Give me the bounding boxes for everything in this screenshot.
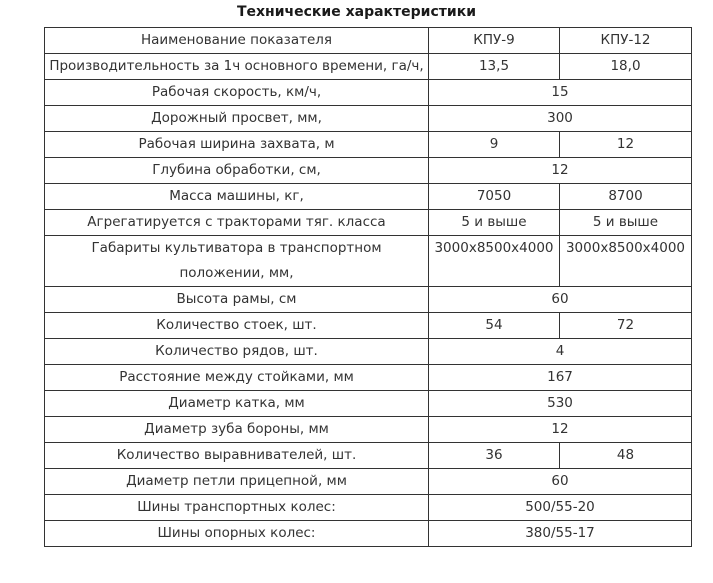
row-value-kpu12: 8700 bbox=[560, 184, 692, 210]
row-name: Шины опорных колес: bbox=[45, 521, 429, 547]
table-row bbox=[45, 80, 692, 106]
row-name: Производительность за 1ч основного времени, га/ч, bbox=[45, 54, 429, 80]
row-name: Глубина обработки, см, bbox=[45, 158, 429, 184]
table-title: Технические характеристики bbox=[236, 4, 477, 20]
table-row bbox=[45, 417, 692, 443]
table-row bbox=[45, 54, 692, 80]
row-name: Высота рамы, см bbox=[45, 287, 429, 313]
row-value-kpu9: 3000x8500x4000 bbox=[429, 236, 560, 287]
row-value-kpu12: 5 и выше bbox=[560, 210, 692, 236]
header-name: Наименование показателя bbox=[45, 28, 429, 54]
header-kpu12: КПУ-12 bbox=[560, 28, 692, 54]
table-row bbox=[45, 339, 692, 365]
row-value-kpu12: 12 bbox=[560, 132, 692, 158]
row-name: Диаметр катка, мм bbox=[45, 391, 429, 417]
table-row bbox=[45, 184, 692, 210]
table-row bbox=[45, 236, 692, 287]
table-row bbox=[45, 521, 692, 547]
row-value-common: 60 bbox=[429, 469, 692, 495]
row-value-common: 60 bbox=[429, 287, 692, 313]
specs-table bbox=[44, 27, 692, 547]
table-row bbox=[45, 210, 692, 236]
row-value-common: 15 bbox=[429, 80, 692, 106]
row-value-common: 530 bbox=[429, 391, 692, 417]
row-name: Агрегатируется с тракторами тяг. класса bbox=[45, 210, 429, 236]
table-row bbox=[45, 495, 692, 521]
row-value-common: 300 bbox=[429, 106, 692, 132]
table-row bbox=[45, 443, 692, 469]
row-value-kpu9: 5 и выше bbox=[429, 210, 560, 236]
row-name: Расстояние между стойками, мм bbox=[45, 365, 429, 391]
row-value-kpu9: 54 bbox=[429, 313, 560, 339]
row-value-common: 4 bbox=[429, 339, 692, 365]
row-value-kpu12: 3000x8500x4000 bbox=[560, 236, 692, 287]
row-name: Габариты культиватора в транспортном положении, мм, bbox=[45, 236, 429, 287]
row-name: Рабочая ширина захвата, м bbox=[45, 132, 429, 158]
row-name: Масса машины, кг, bbox=[45, 184, 429, 210]
table-header-row bbox=[45, 28, 692, 54]
table-row bbox=[45, 313, 692, 339]
row-name: Диаметр петли прицепной, мм bbox=[45, 469, 429, 495]
row-value-kpu9: 36 bbox=[429, 443, 560, 469]
row-value-common: 380/55-17 bbox=[429, 521, 692, 547]
table-row bbox=[45, 106, 692, 132]
row-name: Количество рядов, шт. bbox=[45, 339, 429, 365]
row-name: Рабочая скорость, км/ч, bbox=[45, 80, 429, 106]
table-row bbox=[45, 158, 692, 184]
row-value-kpu9: 13,5 bbox=[429, 54, 560, 80]
table-row bbox=[45, 365, 692, 391]
row-name: Диаметр зуба бороны, мм bbox=[45, 417, 429, 443]
table-row bbox=[45, 391, 692, 417]
row-value-kpu12: 48 bbox=[560, 443, 692, 469]
row-value-kpu12: 72 bbox=[560, 313, 692, 339]
row-value-common: 167 bbox=[429, 365, 692, 391]
table-row bbox=[45, 469, 692, 495]
row-value-kpu12: 18,0 bbox=[560, 54, 692, 80]
row-value-common: 500/55-20 bbox=[429, 495, 692, 521]
row-name: Шины транспортных колес: bbox=[45, 495, 429, 521]
row-value-common: 12 bbox=[429, 417, 692, 443]
table-row bbox=[45, 287, 692, 313]
row-value-kpu9: 9 bbox=[429, 132, 560, 158]
row-value-kpu9: 7050 bbox=[429, 184, 560, 210]
header-kpu9: КПУ-9 bbox=[429, 28, 560, 54]
row-value-common: 12 bbox=[429, 158, 692, 184]
row-name: Количество выравнивателей, шт. bbox=[45, 443, 429, 469]
table-row bbox=[45, 132, 692, 158]
row-name: Дорожный просвет, мм, bbox=[45, 106, 429, 132]
row-name: Количество стоек, шт. bbox=[45, 313, 429, 339]
